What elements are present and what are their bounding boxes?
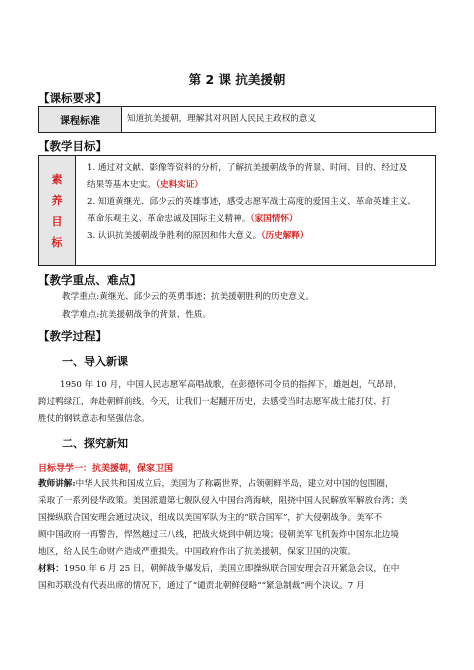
teacher-explanation-line: 顾中国政府一再警告，悍然越过三八线，把战火烧到中朝边境；侵朝美军飞机轰炸中国东北边境 (38, 530, 399, 540)
teacher-explanation-line: 国操纵联合国安理会通过决议，组成以美国军队为主的“联合国军”，扩大侵朝战争。美军不 (38, 513, 382, 523)
teaching-goals-table (38, 155, 436, 266)
intro-paragraph-line: 1950 年 10 月，中国人民志愿军高唱战歌，在彭德怀司令员的指挥下，雄赳赳，气昂昂， (60, 380, 402, 390)
subheading-intro: 一、导入新课 (62, 355, 128, 368)
teacher-explanation-text: 中华人民共和国成立后，美国为了称霸世界，占领朝鲜半岛，建立对中国的包围圈， (75, 479, 394, 489)
goals-label-char: 目 (51, 215, 63, 229)
goal-item-3 (87, 228, 447, 245)
intro-paragraph-line: 跨过鸭绿江，奔赴朝鲜前线。今天，让我们一起翻开历史，去感受当时志愿军战士能打仗、打 (38, 397, 391, 407)
teacher-explanation-line: 采取了一系列侵华政策。美国派遣第七舰队侵入中国台湾海峡，阻挠中国人民解放军解放台湾；美 (38, 496, 408, 506)
section-heading-process: 【教学过程】 (38, 329, 107, 343)
focus-key-point: 教学重点:黄继光、邱少云的英勇事迹；抗美援朝胜利的历史意义。 (62, 292, 315, 302)
teacher-explanation-line (38, 476, 394, 493)
goal-item-2-line2 (87, 211, 447, 228)
goal-item-3-text: 3. 认识抗美援朝战争胜利的原因和伟大意义。 (87, 231, 262, 241)
focus-difficult-point: 教学难点:抗美援朝战争的背景、性质。 (62, 310, 211, 320)
table-divider (121, 107, 122, 132)
goal-item-1-line1: 1. 通过对文献、影像等资料的分析，了解抗美援朝战争的背景、时间、目的、经过及 (87, 163, 408, 173)
guide-objective-one: 目标导学一：抗美援朝，保家卫国 (38, 464, 174, 474)
goals-label-char: 养 (51, 193, 63, 207)
curriculum-standard-table (38, 106, 436, 133)
section-heading-focus: 【教学重点、难点】 (38, 273, 142, 287)
material-label: 材料： (38, 564, 64, 574)
subheading-explore: 二、探究新知 (62, 437, 128, 450)
goals-label-char: 素 (51, 172, 63, 186)
goals-list (87, 160, 447, 245)
goals-label-char: 标 (51, 236, 63, 250)
standard-label: 课程标准 (60, 116, 100, 127)
table-divider (75, 156, 76, 265)
section-heading-requirements: 【课标要求】 (38, 91, 107, 105)
goals-vertical-label (39, 156, 75, 265)
teacher-explanation-label: 教师讲解: (38, 479, 76, 489)
goal-item-2-text: 革命乐观主义、革命忠诚及国际主义精神。 (87, 214, 251, 224)
standard-text: 知道抗美援朝，理解其对巩固人民民主政权的意义 (127, 114, 317, 124)
goal-item-2-line1: 2. 知道黄继光、邱少云的英雄事迹，感受志愿军战士高度的爱国主义、革命英雄主义、 (87, 197, 416, 207)
goal-tag-evidence: （史料实证） (155, 180, 204, 190)
goal-tag-interpretation: （历史解释） (261, 231, 309, 241)
goal-tag-patriotism: （家国情怀） (250, 214, 298, 224)
section-heading-goals: 【教学目标】 (38, 139, 107, 153)
teacher-explanation-line: 地区，给人民生命财产造成严重损失。中国政府作出了抗美援朝，保家卫国的决策。 (38, 547, 356, 557)
page-title: 第 2 课 抗美援朝 (188, 72, 286, 87)
goal-item-1-text: 结果等基本史实。 (87, 180, 156, 190)
material-line: 国和苏联没有代表出席的情况下，通过了“谴责北朝鲜侵略”“紧急制裁”两个决议。7 月 (38, 581, 365, 591)
intro-paragraph-line: 胜仗的钢铁意志和坚强信念。 (38, 414, 150, 424)
material-text: 1950 年 6 月 25 日，朝鲜战争爆发后，美国立即操纵联合国安理会召开紧急会议，在中 (63, 564, 400, 574)
goal-item-1-line2 (87, 177, 447, 194)
material-line (38, 561, 399, 578)
